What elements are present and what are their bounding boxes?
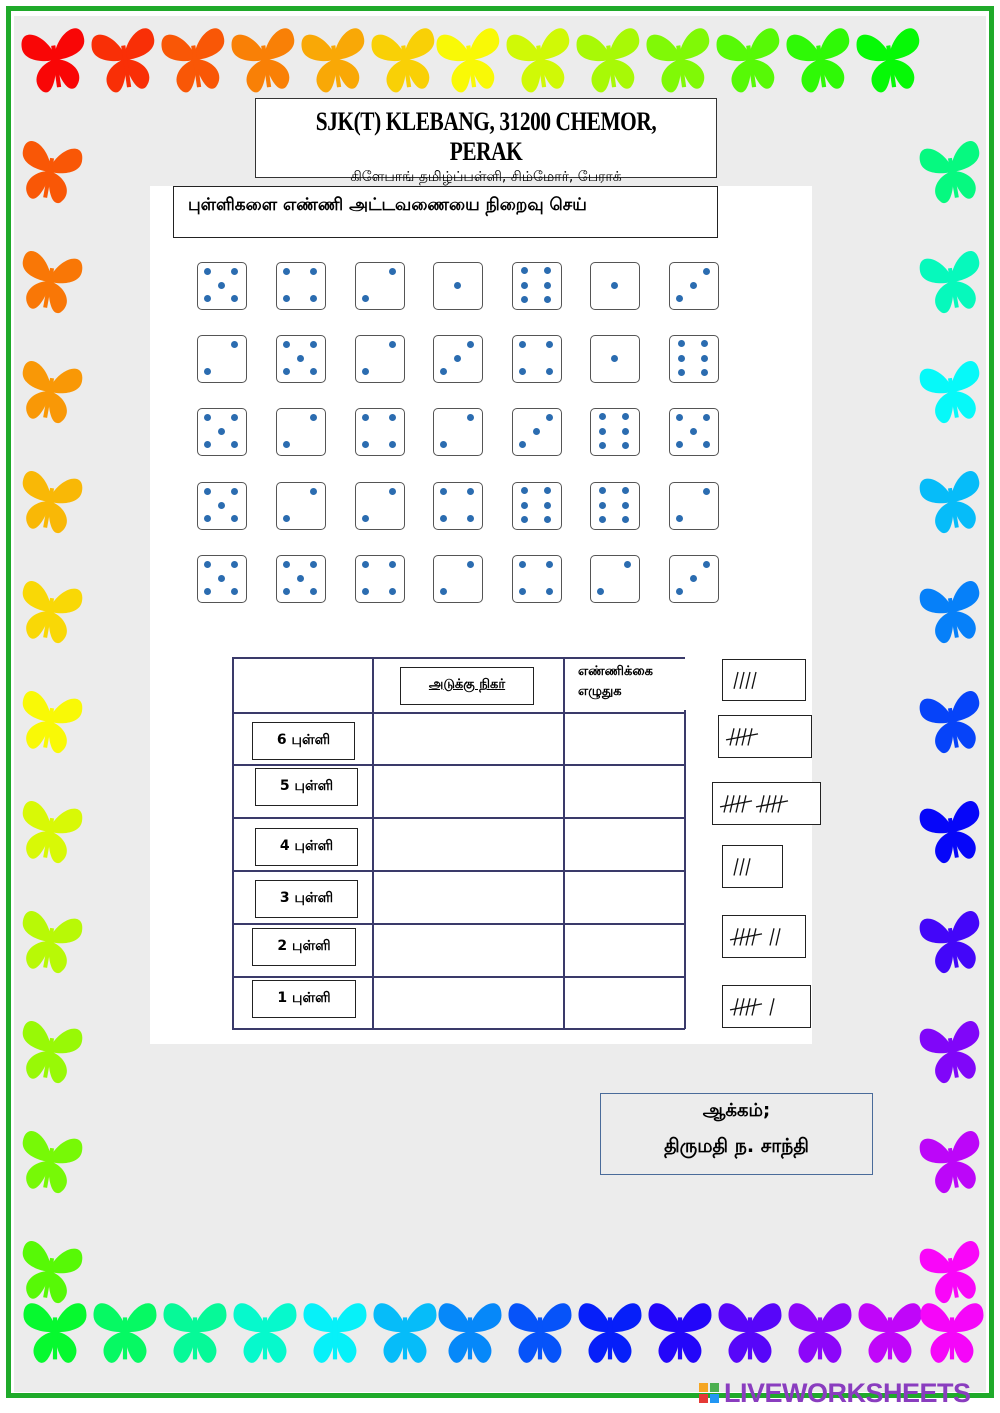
tally-marks-7 [723, 916, 805, 957]
die-pip [204, 368, 211, 375]
die-pip [701, 340, 708, 347]
butterfly-icon [789, 1303, 852, 1363]
butterfly-icon [370, 27, 441, 95]
tally-stroke [730, 728, 734, 745]
butterfly-icon [921, 1303, 984, 1363]
tally-stroke [760, 795, 764, 812]
die-r2-c1 [197, 335, 247, 383]
die-pip [544, 282, 551, 289]
die-pip [362, 368, 369, 375]
die-pip [310, 588, 317, 595]
die-pip [546, 588, 553, 595]
die-pip [440, 441, 447, 448]
die-r1-c1 [197, 262, 247, 310]
liveworksheets-logo-icon [698, 1382, 720, 1404]
die-pip [283, 295, 290, 302]
tally-marks-6 [723, 986, 810, 1027]
die-pip [231, 561, 238, 568]
die-r1-c3 [355, 262, 405, 310]
tally-stroke [776, 928, 780, 945]
die-pip [611, 282, 618, 289]
die-r4-c2 [276, 482, 326, 530]
die-pip [362, 515, 369, 522]
die-pip [204, 441, 211, 448]
drop-zone-tally-4[interactable] [374, 819, 562, 869]
row-label-3: 3 புள்ளி [255, 880, 358, 918]
die-pip [701, 355, 708, 362]
die-pip [544, 267, 551, 274]
die-pip [310, 368, 317, 375]
butterfly-icon [15, 1130, 84, 1196]
die-pip [231, 441, 238, 448]
count-input-5[interactable] [565, 766, 683, 816]
tally-stroke [746, 672, 750, 689]
die-pip [597, 588, 604, 595]
butterfly-icon [575, 27, 646, 95]
tally-stroke [752, 998, 756, 1015]
row-label-1: 1 புள்ளி [252, 980, 356, 1018]
die-pip [467, 414, 474, 421]
die-pip [521, 516, 528, 523]
tally-marks-3 [723, 846, 782, 887]
die-pip [218, 428, 225, 435]
tally-marks-4 [723, 660, 805, 700]
butterfly-icon [918, 1240, 987, 1306]
die-r1-c4 [433, 262, 483, 310]
die-pip [467, 515, 474, 522]
die-pip [467, 488, 474, 495]
die-pip [519, 341, 526, 348]
die-r3-c7 [669, 408, 719, 456]
die-pip [231, 414, 238, 421]
die-pip [533, 428, 540, 435]
butterfly-icon [15, 580, 84, 646]
butterfly-icon [94, 1303, 157, 1363]
die-r4-c7 [669, 482, 719, 530]
die-r2-c4 [433, 335, 483, 383]
die-pip [204, 295, 211, 302]
butterfly-icon [918, 470, 987, 536]
row-label-4: 4 புள்ளி [255, 828, 358, 866]
butterfly-icon [509, 1303, 572, 1363]
die-pip [622, 442, 629, 449]
tally-marks-10 [713, 783, 820, 824]
drop-zone-tally-3[interactable] [374, 872, 562, 922]
count-input-3[interactable] [565, 872, 683, 922]
die-pip [204, 515, 211, 522]
die-pip [544, 502, 551, 509]
die-pip [204, 588, 211, 595]
die-r3-c6 [590, 408, 640, 456]
tally-stroke [724, 795, 728, 812]
butterfly-icon [918, 1020, 987, 1086]
die-pip [389, 561, 396, 568]
butterfly-icon [374, 1303, 437, 1363]
die-pip [546, 368, 553, 375]
butterfly-icon [579, 1303, 642, 1363]
die-r3-c1 [197, 408, 247, 456]
row-label-5: 5 புள்ளி [255, 768, 358, 806]
die-pip [231, 295, 238, 302]
die-pip [599, 442, 606, 449]
butterfly-icon [15, 1240, 84, 1306]
die-r3-c2 [276, 408, 326, 456]
tally-card-4[interactable] [722, 659, 806, 701]
die-pip [310, 561, 317, 568]
die-pip [678, 355, 685, 362]
die-pip [521, 282, 528, 289]
die-r3-c4 [433, 408, 483, 456]
die-r4-c1 [197, 482, 247, 530]
instruction-text: புள்ளிகளை எண்ணி அட்டவணையை நிறைவு செய் [188, 195, 587, 215]
tally-card-3[interactable] [722, 845, 783, 888]
butterfly-icon [785, 27, 856, 95]
butterfly-icon [918, 1130, 987, 1196]
butterfly-icon [15, 910, 84, 976]
die-pip [231, 515, 238, 522]
die-pip [676, 441, 683, 448]
butterfly-icon [24, 1303, 87, 1363]
butterfly-icon [160, 27, 231, 95]
die-pip [544, 296, 551, 303]
die-pip [519, 588, 526, 595]
tally-stroke [742, 795, 746, 812]
die-pip [546, 341, 553, 348]
die-r2-c2 [276, 335, 326, 383]
die-pip [690, 428, 697, 435]
die-pip [389, 268, 396, 275]
die-pip [703, 414, 710, 421]
die-pip [204, 488, 211, 495]
die-pip [519, 561, 526, 568]
tally-stroke [752, 672, 756, 689]
butterfly-icon [505, 27, 576, 95]
tally-card-10[interactable] [712, 782, 821, 825]
butterfly-icon [645, 27, 716, 95]
row-label-2: 2 புள்ளி [252, 928, 356, 966]
die-pip [389, 488, 396, 495]
die-pip [231, 268, 238, 275]
die-pip [283, 368, 290, 375]
butterfly-icon [164, 1303, 227, 1363]
die-r4-c5 [512, 482, 562, 530]
die-r5-c4 [433, 555, 483, 603]
die-pip [440, 515, 447, 522]
count-column-header-line2: எழுதுக [578, 684, 622, 699]
butterfly-icon [90, 27, 161, 95]
tally-column-header: அடுக்கு நிகர் [400, 667, 534, 705]
die-r2-c7 [669, 335, 719, 383]
butterfly-icon [230, 27, 301, 95]
tally-stroke [748, 728, 752, 745]
die-pip [283, 441, 290, 448]
dice-grid [190, 255, 730, 615]
die-r3-c3 [355, 408, 405, 456]
tally-cross-stroke [730, 934, 762, 940]
die-r5-c6 [590, 555, 640, 603]
die-pip [703, 488, 710, 495]
die-pip [676, 414, 683, 421]
butterfly-icon [15, 1020, 84, 1086]
count-column-header-line1: எண்ணிக்கை [578, 664, 653, 679]
die-pip [622, 487, 629, 494]
die-pip [218, 502, 225, 509]
tally-stroke [740, 672, 744, 689]
die-pip [310, 268, 317, 275]
die-pip [283, 561, 290, 568]
butterfly-icon [918, 800, 987, 866]
butterfly-icon [15, 470, 84, 536]
die-r2-c5 [512, 335, 562, 383]
die-pip [690, 282, 697, 289]
butterfly-icon [15, 140, 84, 206]
die-pip [362, 414, 369, 421]
die-r1-c5 [512, 262, 562, 310]
die-r5-c2 [276, 555, 326, 603]
butterfly-icon [15, 250, 84, 316]
die-pip [521, 296, 528, 303]
butterfly-icon [715, 27, 786, 95]
die-pip [676, 588, 683, 595]
author-label: ஆக்கம்; [702, 1100, 771, 1121]
die-r1-c2 [276, 262, 326, 310]
tally-card-7[interactable] [722, 915, 806, 958]
die-pip [362, 441, 369, 448]
tally-stroke [734, 672, 738, 689]
butterfly-icon [15, 800, 84, 866]
die-r1-c7 [669, 262, 719, 310]
die-pip [521, 487, 528, 494]
die-pip [599, 516, 606, 523]
butterfly-icon [859, 1303, 922, 1363]
die-pip [611, 355, 618, 362]
die-pip [310, 414, 317, 421]
butterfly-icon [918, 910, 987, 976]
butterfly-icon [439, 1303, 502, 1363]
butterfly-icon [719, 1303, 782, 1363]
tally-cross-stroke [756, 801, 788, 807]
die-pip [218, 575, 225, 582]
die-pip [678, 369, 685, 376]
instruction-box [173, 186, 718, 238]
tally-stroke [770, 998, 774, 1015]
die-pip [283, 268, 290, 275]
die-pip [231, 588, 238, 595]
die-pip [599, 502, 606, 509]
die-pip [231, 488, 238, 495]
die-pip [362, 588, 369, 595]
row-label-6: 6 புள்ளி [252, 722, 355, 760]
butterfly-icon [918, 250, 987, 316]
die-pip [231, 341, 238, 348]
die-pip [310, 341, 317, 348]
die-r2-c3 [355, 335, 405, 383]
die-pip [599, 487, 606, 494]
die-pip [701, 369, 708, 376]
die-pip [624, 561, 631, 568]
author-name: திருமதி ந. சாந்தி [664, 1135, 809, 1157]
die-pip [440, 368, 447, 375]
count-input-4[interactable] [565, 819, 683, 869]
butterfly-icon [918, 360, 987, 426]
die-pip [703, 268, 710, 275]
tally-card-6[interactable] [722, 985, 811, 1028]
die-pip [467, 561, 474, 568]
die-pip [703, 561, 710, 568]
butterfly-icon [649, 1303, 712, 1363]
tally-stroke [740, 858, 744, 875]
die-pip [599, 428, 606, 435]
die-pip [454, 355, 461, 362]
die-pip [440, 488, 447, 495]
die-pip [690, 575, 697, 582]
tally-stroke [770, 928, 774, 945]
die-pip [389, 441, 396, 448]
drop-zone-tally-6[interactable] [374, 714, 562, 763]
die-pip [622, 516, 629, 523]
die-pip [544, 487, 551, 494]
die-r5-c3 [355, 555, 405, 603]
brand-text: LIVEWORKSHEETS [724, 1378, 971, 1408]
die-pip [622, 413, 629, 420]
die-pip [622, 428, 629, 435]
die-pip [310, 488, 317, 495]
die-pip [519, 441, 526, 448]
butterfly-icon [20, 27, 91, 95]
butterfly-icon [15, 690, 84, 756]
die-r3-c5 [512, 408, 562, 456]
die-pip [467, 341, 474, 348]
die-pip [362, 295, 369, 302]
die-pip [204, 268, 211, 275]
butterfly-icon [435, 27, 506, 95]
die-pip [546, 561, 553, 568]
tally-stroke [734, 858, 738, 875]
tally-marks-5 [719, 716, 811, 757]
drop-zone-tally-5[interactable] [374, 766, 562, 816]
die-pip [544, 516, 551, 523]
die-pip [283, 515, 290, 522]
author-box [600, 1093, 873, 1175]
count-input-1[interactable] [565, 978, 683, 1027]
die-pip [389, 588, 396, 595]
die-pip [676, 295, 683, 302]
die-pip [703, 441, 710, 448]
die-pip [389, 341, 396, 348]
die-pip [440, 588, 447, 595]
die-pip [521, 502, 528, 509]
die-pip [204, 561, 211, 568]
tally-stroke [746, 858, 750, 875]
tally-cross-stroke [726, 734, 758, 740]
butterfly-icon [918, 690, 987, 756]
tally-stroke [778, 795, 782, 812]
die-pip [204, 414, 211, 421]
die-pip [283, 341, 290, 348]
tally-stroke [734, 928, 738, 945]
die-pip [389, 414, 396, 421]
die-pip [283, 588, 290, 595]
die-pip [310, 295, 317, 302]
school-title: SJK(T) KLEBANG, 31200 CHEMOR, PERAK [315, 107, 657, 166]
butterfly-icon [918, 580, 987, 646]
die-pip [622, 502, 629, 509]
butterfly-icon [304, 1303, 367, 1363]
die-r2-c6 [590, 335, 640, 383]
drop-zone-tally-1[interactable] [374, 978, 562, 1027]
die-pip [519, 368, 526, 375]
butterfly-icon [15, 360, 84, 426]
die-r4-c6 [590, 482, 640, 530]
die-pip [362, 561, 369, 568]
butterfly-icon [855, 27, 926, 95]
school-header [255, 98, 717, 185]
tally-card-5[interactable] [718, 715, 812, 758]
tally-stroke [752, 928, 756, 945]
die-pip [454, 282, 461, 289]
tally-stroke [734, 998, 738, 1015]
drop-zone-tally-2[interactable] [374, 925, 562, 975]
die-pip [297, 355, 304, 362]
butterfly-icon [234, 1303, 297, 1363]
butterfly-icon [300, 27, 371, 95]
die-r5-c5 [512, 555, 562, 603]
die-pip [599, 413, 606, 420]
butterfly-icon [918, 140, 987, 206]
die-pip [678, 340, 685, 347]
die-pip [546, 414, 553, 421]
school-subtitle: கிளேபாங் தமிழ்ப்பள்ளி, சிம்மோர், பேராக் [350, 169, 622, 185]
die-pip [676, 515, 683, 522]
die-r5-c1 [197, 555, 247, 603]
tally-cross-stroke [730, 1004, 762, 1010]
die-r5-c7 [669, 555, 719, 603]
die-r4-c3 [355, 482, 405, 530]
die-pip [218, 282, 225, 289]
die-r1-c6 [590, 262, 640, 310]
die-pip [521, 267, 528, 274]
die-pip [297, 575, 304, 582]
die-r4-c4 [433, 482, 483, 530]
tally-cross-stroke [720, 801, 752, 807]
count-input-6[interactable] [565, 714, 683, 763]
count-input-2[interactable] [565, 925, 683, 975]
